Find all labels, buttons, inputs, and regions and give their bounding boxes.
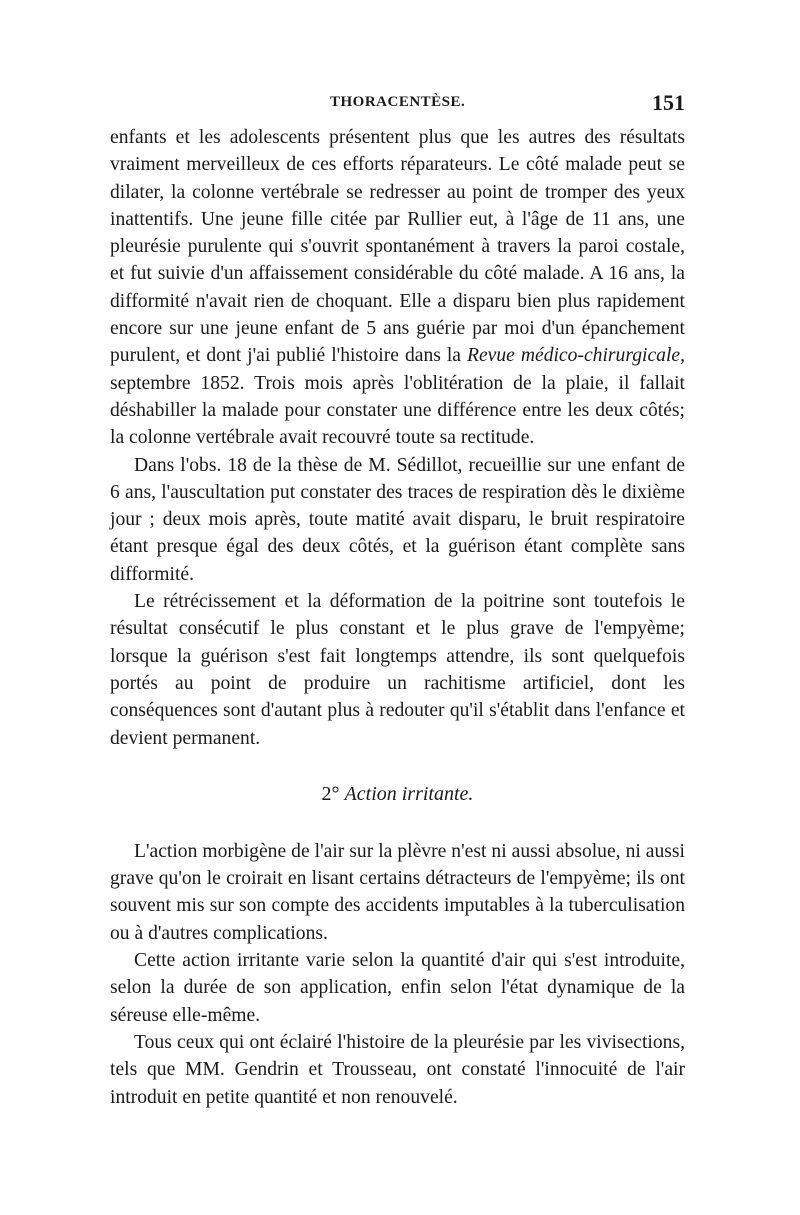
- running-title: THORACENTÈSE.: [330, 94, 466, 110]
- paragraph: L'action morbigène de l'air sur la plèvre n'est ni aussi absolue, ni aussi grave qu'on le croirait en lisant certains détracteurs de l'empyème; ils ont souvent mis sur son compte des accidents imputables à la tuberculisation ou à d'autres complications.: [110, 840, 685, 944]
- book-page: [110, 92, 685, 1111]
- paragraph: Tous ceux qui ont éclairé l'histoire de la pleurésie par les vivisections, tels que MM. Gendrin et Trousseau, ont constaté l'innocuité de l'air introduit en petite quantité et non renouvelé.: [110, 1031, 685, 1108]
- section-heading: [110, 780, 685, 808]
- paragraph-text: , septembre 1852. Trois mois après l'oblitération de la plaie, il fallait déshabiller la malade pour constater une différence entre les deux côtés; la colonne vertébrale avait recouvré toute sa rectitude.: [110, 345, 685, 449]
- journal-title: Revue médico-chirurgicale: [467, 345, 681, 367]
- paragraph: Le rétrécissement et la déformation de la poitrine sont toutefois le résultat consécutif le plus constant et le plus grave de l'empyème; lorsque la guérison s'est fait longtemps attendre, ils sont quelquefois portés au point de produire un rachitisme artificiel, dont les conséquences sont d'autant plus à redouter qu'il s'établit dans l'enfance et devient permanent.: [110, 591, 685, 749]
- paragraph-text: enfants et les adolescents présentent plus que les autres des résultats vraiment merveilleux de ces efforts réparateurs. Le côté malade peut se dilater, la colonne vertébrale se redresser au point de tromper des yeux inattentifs. Une jeune fille citée par Rullier eut, à l'âge de 11 ans, une pleurésie purulente qui s'ouvrit spontanément à travers la paroi costale, et fut suivie d'un affaissement considérable du côté malade. A 16 ans, la difformité n'avait rien de choquant. Elle a disparu bien plus rapidement encore sur une jeune enfant de 5 ans guérie par moi d'un épanchement purulent, et dont j'ai publié l'histoire dans la: [110, 127, 685, 367]
- section-title: Action irritante.: [344, 782, 474, 805]
- paragraph-continuation: [110, 124, 685, 452]
- paragraph: Cette action irritante varie selon la quantité d'air qui s'est introduite, selon la durée de son application, enfin selon l'état dynamique de la séreuse elle-même.: [110, 950, 685, 1026]
- section-number: 2°: [321, 782, 340, 805]
- page-number: 151: [652, 90, 685, 115]
- paragraph: Dans l'obs. 18 de la thèse de M. Sédillot, recueillie sur une enfant de 6 ans, l'auscultation put constater des traces de respiration dès le dixième jour ; deux mois après, toute matité avait disparu, le bruit respiratoire étant presque égal des deux côtés, et la guérison étant complète sans difformité.: [110, 454, 685, 585]
- running-head: [110, 92, 685, 124]
